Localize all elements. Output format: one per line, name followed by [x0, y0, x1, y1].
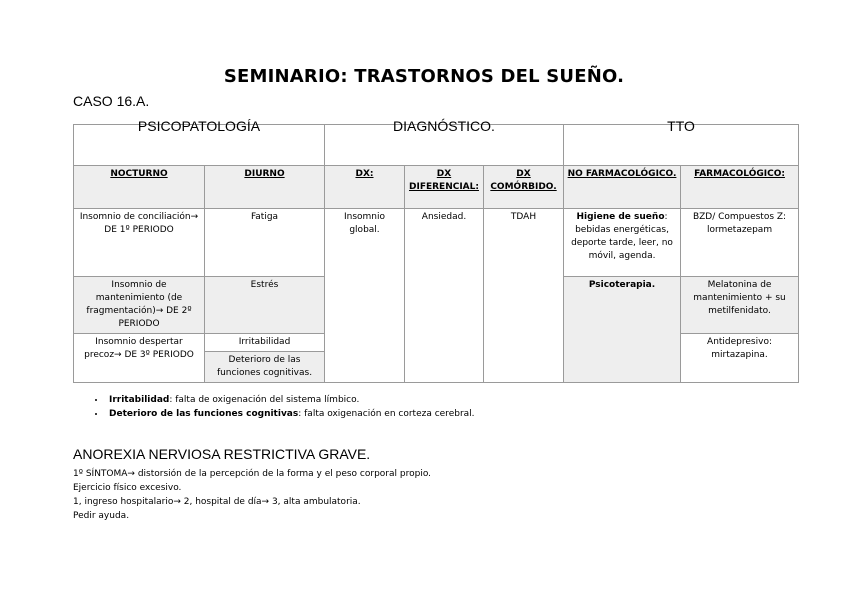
text-line: 1, ingreso hospitalario→ 2, hospital de día→ 3, alta ambulatoria. — [73, 497, 361, 507]
text-line: 1º SÍNTOMA→ distorsión de la percepción de la forma y el peso corporal propio. — [73, 469, 432, 479]
subheader-no-farmacologico: NO FARMACOLÓGICO. — [564, 166, 681, 209]
notes-list — [90, 393, 475, 421]
dx-diferencial-cell: Ansiedad. — [405, 209, 484, 383]
anorexia-notes — [73, 467, 431, 523]
subheader-dx-diferencial: DX DIFERENCIAL: — [405, 166, 484, 209]
term: Higiene de sueño — [576, 212, 665, 222]
farmacologico-cell: Melatonina de mantenimiento + su metilfenidato. — [681, 277, 799, 334]
section-heading: ANOREXIA NERVIOSA RESTRICTIVA GRAVE. — [73, 446, 371, 462]
farmacologico-cell: BZD/ Compuestos Z: lormetazepam — [681, 209, 799, 277]
nocturno-cell: Insomnio de mantenimiento (de fragmentación)→ DE 2º PERIODO — [74, 277, 205, 334]
subheader-nocturno: NOCTURNO — [74, 166, 205, 209]
group-header-row — [74, 125, 799, 166]
subheader-dx: DX: — [325, 166, 405, 209]
page-title: SEMINARIO: TRASTORNOS DEL SUEÑO. — [223, 66, 625, 87]
farmacologico-cell: Antidepresivo: mirtazapina. — [681, 334, 799, 383]
diurno-cell: Deterioro de las funciones cognitivas. — [205, 352, 325, 383]
diurno-cell: Estrés — [205, 277, 325, 334]
nocturno-cell: Insomnio despertar precoz→ DE 3º PERIODO — [74, 334, 205, 383]
diurno-cell: Fatiga — [205, 209, 325, 277]
note-term: Irritabilidad — [109, 395, 170, 405]
dx-comorbido-cell: TDAH — [484, 209, 564, 383]
group-tto: TTO — [564, 125, 799, 166]
text-line: Ejercicio físico excesivo. — [73, 483, 182, 493]
subheader-row — [74, 166, 799, 209]
text-line: Pedir ayuda. — [73, 511, 130, 521]
nocturno-cell: Insomnio de conciliación→ DE 1º PERIODO — [74, 209, 205, 277]
group-diagnostico: DIAGNÓSTICO. — [325, 125, 564, 166]
dx-cell: Insomnio global. — [325, 209, 405, 383]
group-psicopatologia: PSICOPATOLOGÍA — [74, 125, 325, 166]
diurno-cell: Irritabilidad — [205, 334, 325, 352]
note-term: Deterioro de las funciones cognitivas — [109, 409, 299, 419]
subheader-diurno: DIURNO — [205, 166, 325, 209]
list-item — [106, 393, 475, 407]
note-text: : falta oxigenación en corteza cerebral. — [298, 409, 475, 419]
list-item — [106, 407, 475, 421]
no-farmacologico-cell — [564, 277, 681, 383]
subheader-dx-comorbido: DX COMÓRBIDO. — [484, 166, 564, 209]
no-farmacologico-cell — [564, 209, 681, 277]
term-text: : bebidas energéticas, deporte tarde, leer, no móvil, agenda. — [571, 212, 673, 261]
subheader-farmacologico: FARMACOLÓGICO: — [681, 166, 799, 209]
table-row — [74, 209, 799, 277]
case-label: CASO 16.A. — [73, 93, 150, 109]
seminar-table — [73, 118, 799, 383]
note-text: : falta de oxigenación del sistema límbico. — [169, 395, 360, 405]
term: Psicoterapia. — [588, 280, 656, 290]
